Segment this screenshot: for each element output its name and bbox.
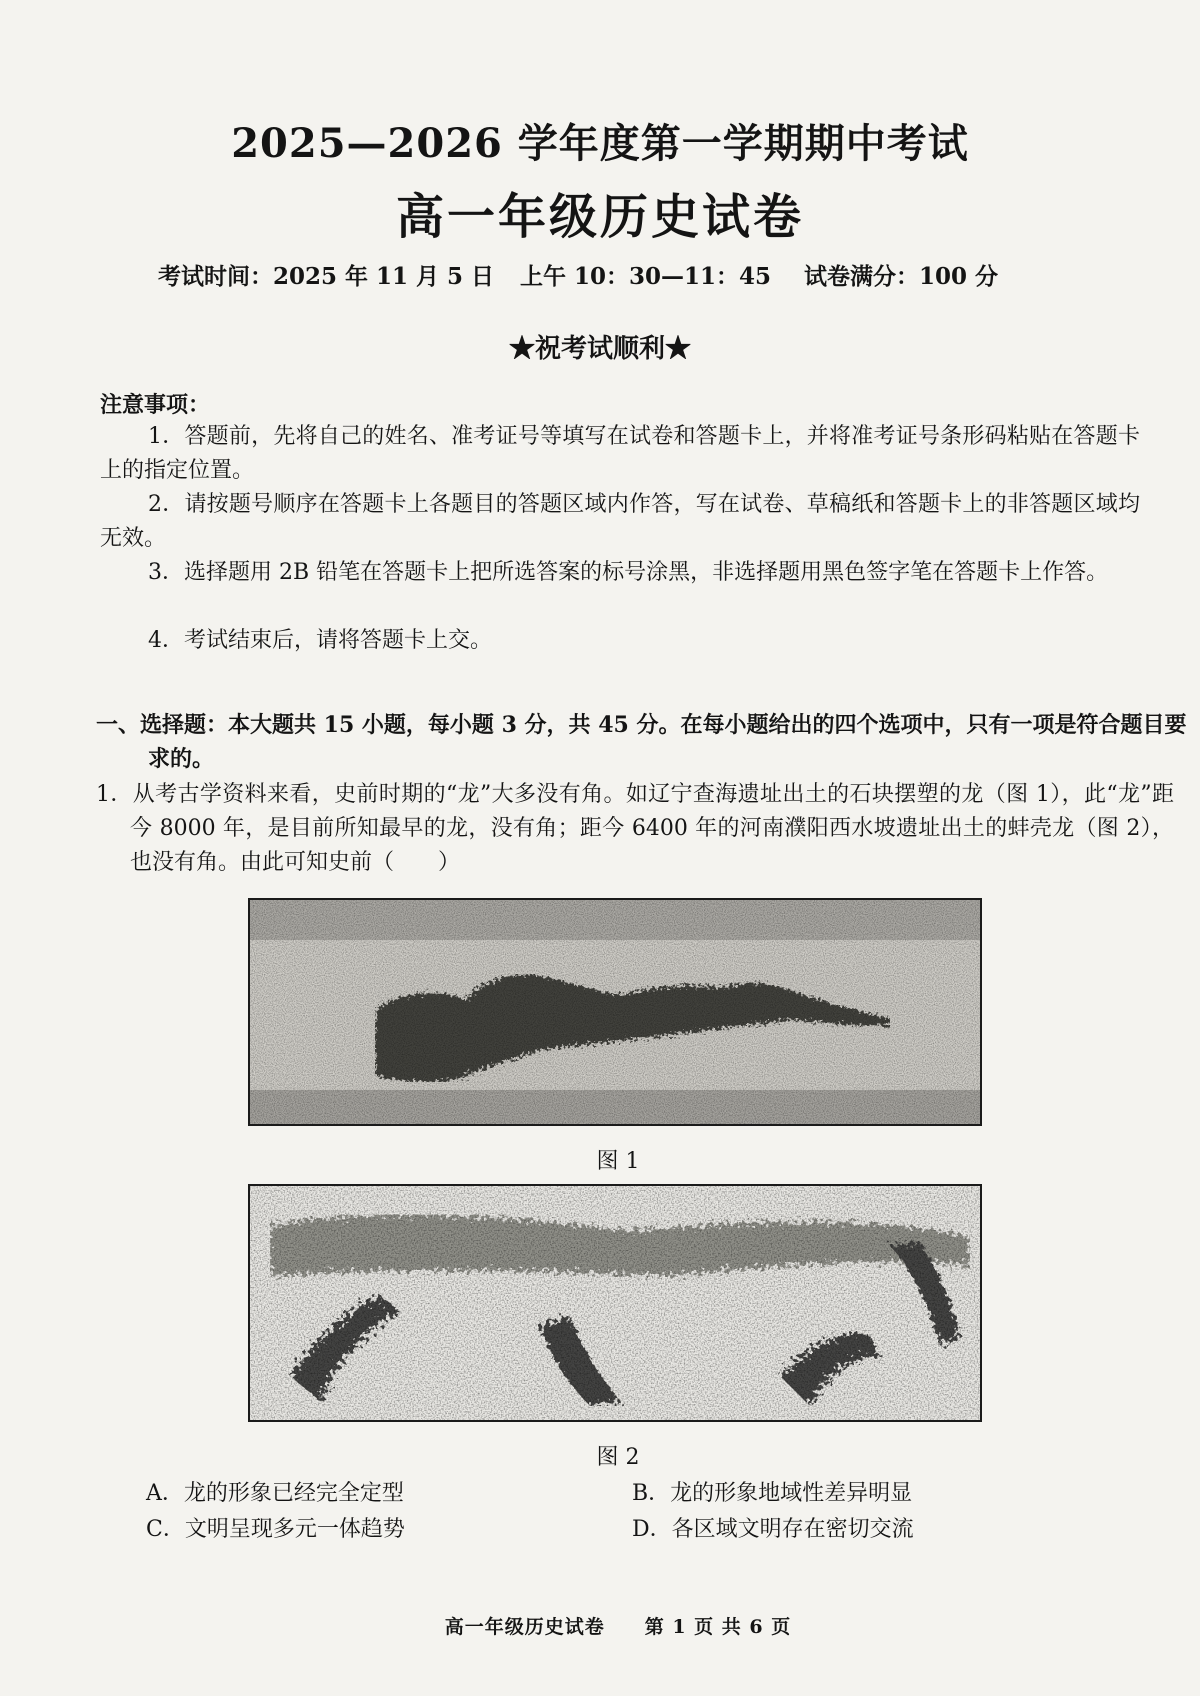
full-score: 试卷满分：100 分	[804, 263, 999, 290]
option-a: A．龙的形象已经完全定型	[146, 1481, 404, 1506]
notice-item: 2．请按题号顺序在答题卡上各题目的答题区域内作答，写在试卷、草稿纸和答题卡上的非答题区域均无效。	[100, 492, 1140, 551]
exam-title: 2025—2026 学年度第一学期期中考试	[231, 120, 969, 167]
exam-period: 上午 10：30—11：45	[520, 263, 772, 290]
option-b: B．龙的形象地域性差异明显	[632, 1481, 913, 1506]
section-heading: 一、选择题：本大题共 15 小题，每小题 3 分，共 45 分。在每小题给出的四个选项中，只有一项是符合题目要求的。	[96, 712, 1187, 772]
notice-title: 注意事项：	[100, 392, 211, 418]
exam-date: 考试时间：2025 年 11 月 5 日	[158, 263, 495, 290]
notice-item: 4．考试结束后，请将答题卡上交。	[148, 628, 492, 653]
notice-item: 1．答题前，先将自己的姓名、准考证号等填写在试卷和答题卡上，并将准考证号条形码粘贴在答题卡上的指定位置。	[100, 424, 1140, 483]
figure-2-clamshell-dragon-photo	[248, 1184, 982, 1422]
notice-item: 3．选择题用 2B 铅笔在答题卡上把所选答案的标号涂黑，非选择题用黑色签字笔在答题卡上作答。	[148, 560, 1109, 585]
figure-1-stone-dragon-photo	[248, 898, 982, 1126]
figure-1-caption: 图 1	[596, 1149, 640, 1174]
page-footer: 高一年级历史试卷 第 1 页 共 6 页	[444, 1616, 792, 1638]
exam-subtitle: 高一年级历史试卷	[395, 189, 804, 245]
blessing-line: ★祝考试顺利★	[508, 334, 691, 364]
question-stem: 1．从考古学资料来看，史前时期的“龙”大多没有角。如辽宁查海遗址出土的石块摆塑的龙（图 1），此“龙”距今 8000 年，是目前所知最早的龙，没有角；距今 6400 年的河南濮阳西水坡遗址出土的蚌壳龙（图 2），也没有角。由此可知史前（ ）	[96, 782, 1174, 875]
figure-2-caption: 图 2	[596, 1445, 640, 1470]
option-d: D．各区域文明存在密切交流	[632, 1517, 914, 1542]
option-c: C．文明呈现多元一体趋势	[146, 1517, 405, 1542]
